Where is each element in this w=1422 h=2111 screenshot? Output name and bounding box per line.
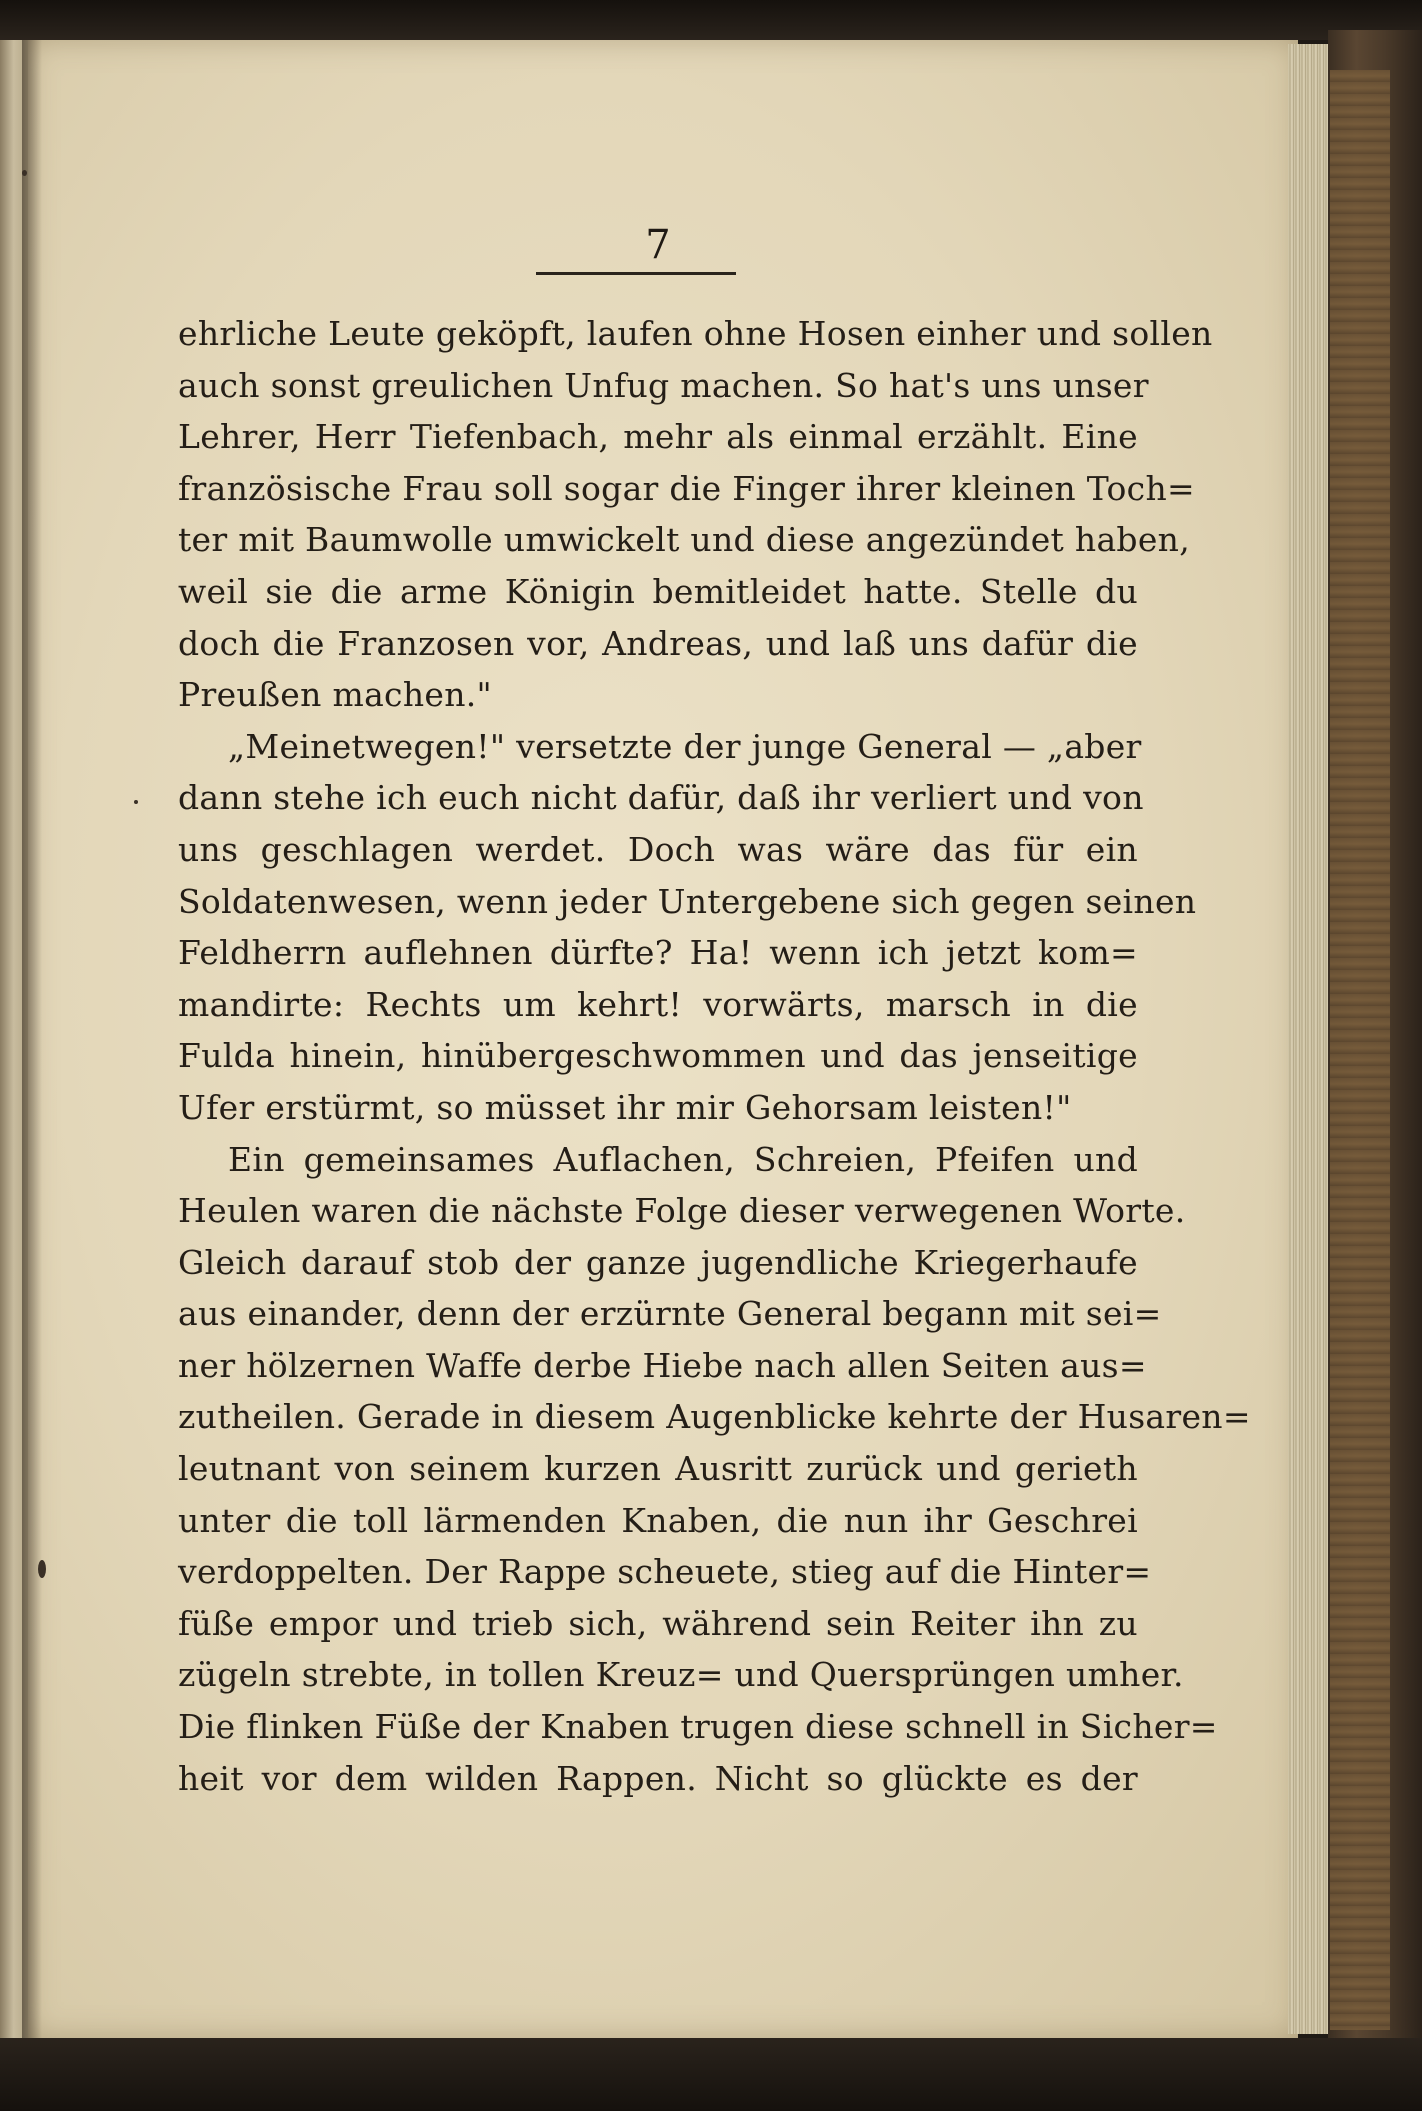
text-line: leutnant von seinem kurzen Ausritt zurück und gerieth — [178, 1449, 1138, 1489]
text-line: Heulen waren die nächste Folge dieser verwegenen Worte. — [178, 1191, 1186, 1231]
page-edges — [1288, 44, 1328, 2034]
gutter-shadow — [22, 40, 42, 2040]
margin-mark — [134, 800, 138, 804]
text-line: „Meinetwegen!" versetzte der junge General — „aber — [228, 726, 1142, 766]
text-line: zügeln strebte, in tollen Kreuz= und Quersprüngen umher. — [178, 1655, 1184, 1695]
book-top-edge — [0, 0, 1422, 40]
text-line: Lehrer, Herr Tiefenbach, mehr als einmal erzählt. Eine — [178, 417, 1138, 457]
page-number: 7 — [645, 222, 671, 268]
text-line: unter die toll lärmenden Knaben, die nun ihr Geschrei — [178, 1500, 1138, 1540]
body-text — [178, 308, 1251, 1804]
text-line: zutheilen. Gerade in diesem Augenblicke kehrte der Husaren= — [178, 1397, 1251, 1437]
text-line: ehrliche Leute geköpft, laufen ohne Hosen einher und sollen — [178, 314, 1213, 353]
cover-spine-texture — [1330, 70, 1390, 2030]
text-line: ner hölzernen Waffe derbe Hiebe nach allen Seiten aus= — [178, 1345, 1147, 1385]
text-line: doch die Franzosen vor, Andreas, und laß uns dafür die — [178, 623, 1138, 663]
text-line: Fulda hinein, hinübergeschwommen und das jenseitige — [178, 1036, 1138, 1076]
text-line: füße empor und trieb sich, während sein Reiter ihn zu — [178, 1603, 1138, 1643]
book-bottom-edge — [0, 2038, 1422, 2111]
text-line: Soldatenwesen, wenn jeder Untergebene sich gegen seinen — [178, 881, 1197, 921]
text-line: ter mit Baumwolle umwickelt und diese angezündet haben, — [178, 520, 1191, 560]
text-line: auch sonst greulichen Unfug machen. So hat's uns unser — [178, 365, 1149, 405]
text-line: französische Frau soll sogar die Finger ihrer kleinen Toch= — [178, 468, 1195, 508]
text-line: Die flinken Füße der Knaben trugen diese schnell in Sicher= — [178, 1707, 1218, 1747]
text-line: dann stehe ich euch nicht dafür, daß ihr verliert und von — [178, 778, 1144, 818]
text-line: Feldherrn auflehnen dürfte? Ha! wenn ich jetzt kom= — [178, 933, 1138, 973]
text-line: verdoppelten. Der Rappe scheuete, stieg auf die Hinter= — [178, 1552, 1152, 1592]
text-line: Preußen machen." — [178, 675, 493, 715]
text-line: heit vor dem wilden Rappen. Nicht so glückte es der — [178, 1758, 1138, 1798]
text-line: aus einander, denn der erzürnte General begann mit sei= — [178, 1294, 1162, 1334]
text-line: uns geschlagen werdet. Doch was wäre das für ein — [178, 829, 1138, 869]
header-rule — [536, 272, 736, 275]
margin-mark — [38, 1560, 46, 1578]
text-line: Ufer erstürmt, so müsset ihr mir Gehorsam leisten!" — [178, 1087, 1072, 1127]
margin-mark — [22, 170, 27, 176]
text-line: weil sie die arme Königin bemitleidet hatte. Stelle du — [178, 571, 1138, 611]
text-line: Gleich darauf stob der ganze jugendliche Kriegerhaufe — [178, 1242, 1138, 1282]
text-line: mandirte: Rechts um kehrt! vorwärts, marsch in die — [178, 984, 1138, 1024]
book-page — [28, 40, 1298, 2038]
text-line: Ein gemeinsames Auflachen, Schreien, Pfeifen und — [228, 1139, 1138, 1179]
